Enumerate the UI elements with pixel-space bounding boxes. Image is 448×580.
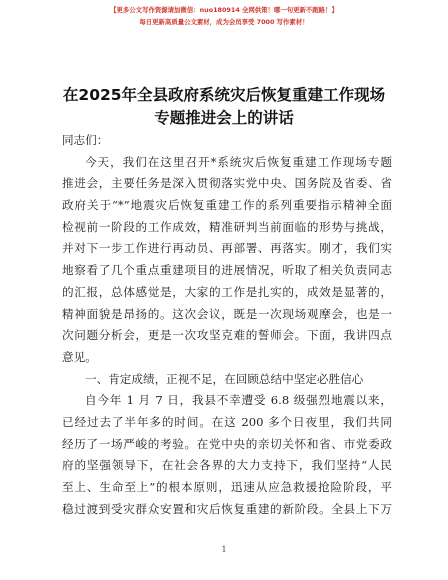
paragraph-opening: [62, 152, 392, 369]
text-line: 并对下一步工作进行再动员、再部署、再落实。刚才，我们实: [62, 241, 392, 256]
salutation: 同志们：: [62, 133, 109, 147]
paragraph-review: [62, 390, 392, 520]
section-heading-1: 一、肯定成绩，正视不足，在回顾总结中坚定必胜信心: [85, 371, 364, 386]
text-line: 府的坚强领导下，在社会各界的大力支持下，我们坚持“人民: [62, 458, 392, 473]
promo-banner-line-2: 每日更新高质量公文素材，成为会员享受 7000 写作素材！: [139, 18, 309, 26]
text-line: 至上、生命至上”的根本原则，迅速从应急救援抢险阶段，平: [62, 480, 392, 494]
text-line: 的汇报，总体感觉是，大家的工作是扎实的，成效是显著的，: [62, 284, 392, 299]
text-line: 政府关于“*”地震灾后恢复重建工作的系列重要指示精神全面: [62, 198, 392, 213]
promo-banner-line-1: 【更多公文写作资源请加微信：nuo180914 全网供策！哪一句更新不跑路！】: [110, 6, 338, 14]
text-line: 检视前一阶段的工作成效，精准研判当前面临的形势与挑战，: [62, 219, 392, 234]
text-line: 次问题分析会，更是一次攻坚克难的誓师会。下面，我讲四点: [62, 328, 392, 343]
document-body: [62, 130, 392, 520]
text-line: 推进会，主要任务是深入贯彻落实党中央、国务院及省委、省: [62, 176, 392, 191]
text-line: 今天，我们在这里召开*系统灾后恢复重建工作现场专题: [85, 154, 392, 169]
text-line: 意见。: [62, 349, 97, 364]
text-line: 精神面貌是昂扬的。这次会议，既是一次现场观摩会，也是一: [62, 306, 392, 321]
text-line: 经历了一场严峻的考验。在党中央的亲切关怀和省、市党委政: [62, 436, 392, 451]
title-line-1: 在2025年全县政府系统灾后恢复重建工作现场: [62, 86, 386, 104]
promo-banner: [0, 4, 448, 28]
page-number: 1: [221, 545, 227, 554]
document-title: [0, 84, 448, 130]
text-line: 稳过渡到受灾群众安置和灾后恢复重建的新阶段。全县上下万: [62, 501, 392, 516]
text-line: 已经过去了半年多的时间。在这 200 多个日夜里，我们共同: [62, 414, 392, 429]
title-line-2: 专题推进会上的讲话: [154, 109, 294, 127]
text-line: 地察看了几个重点重建项目的进展情况，听取了相关负责同志: [62, 263, 392, 278]
text-line: 自今年 1 月 7 日，我县不幸遭受 6.8 级强烈地震以来，: [85, 393, 392, 408]
